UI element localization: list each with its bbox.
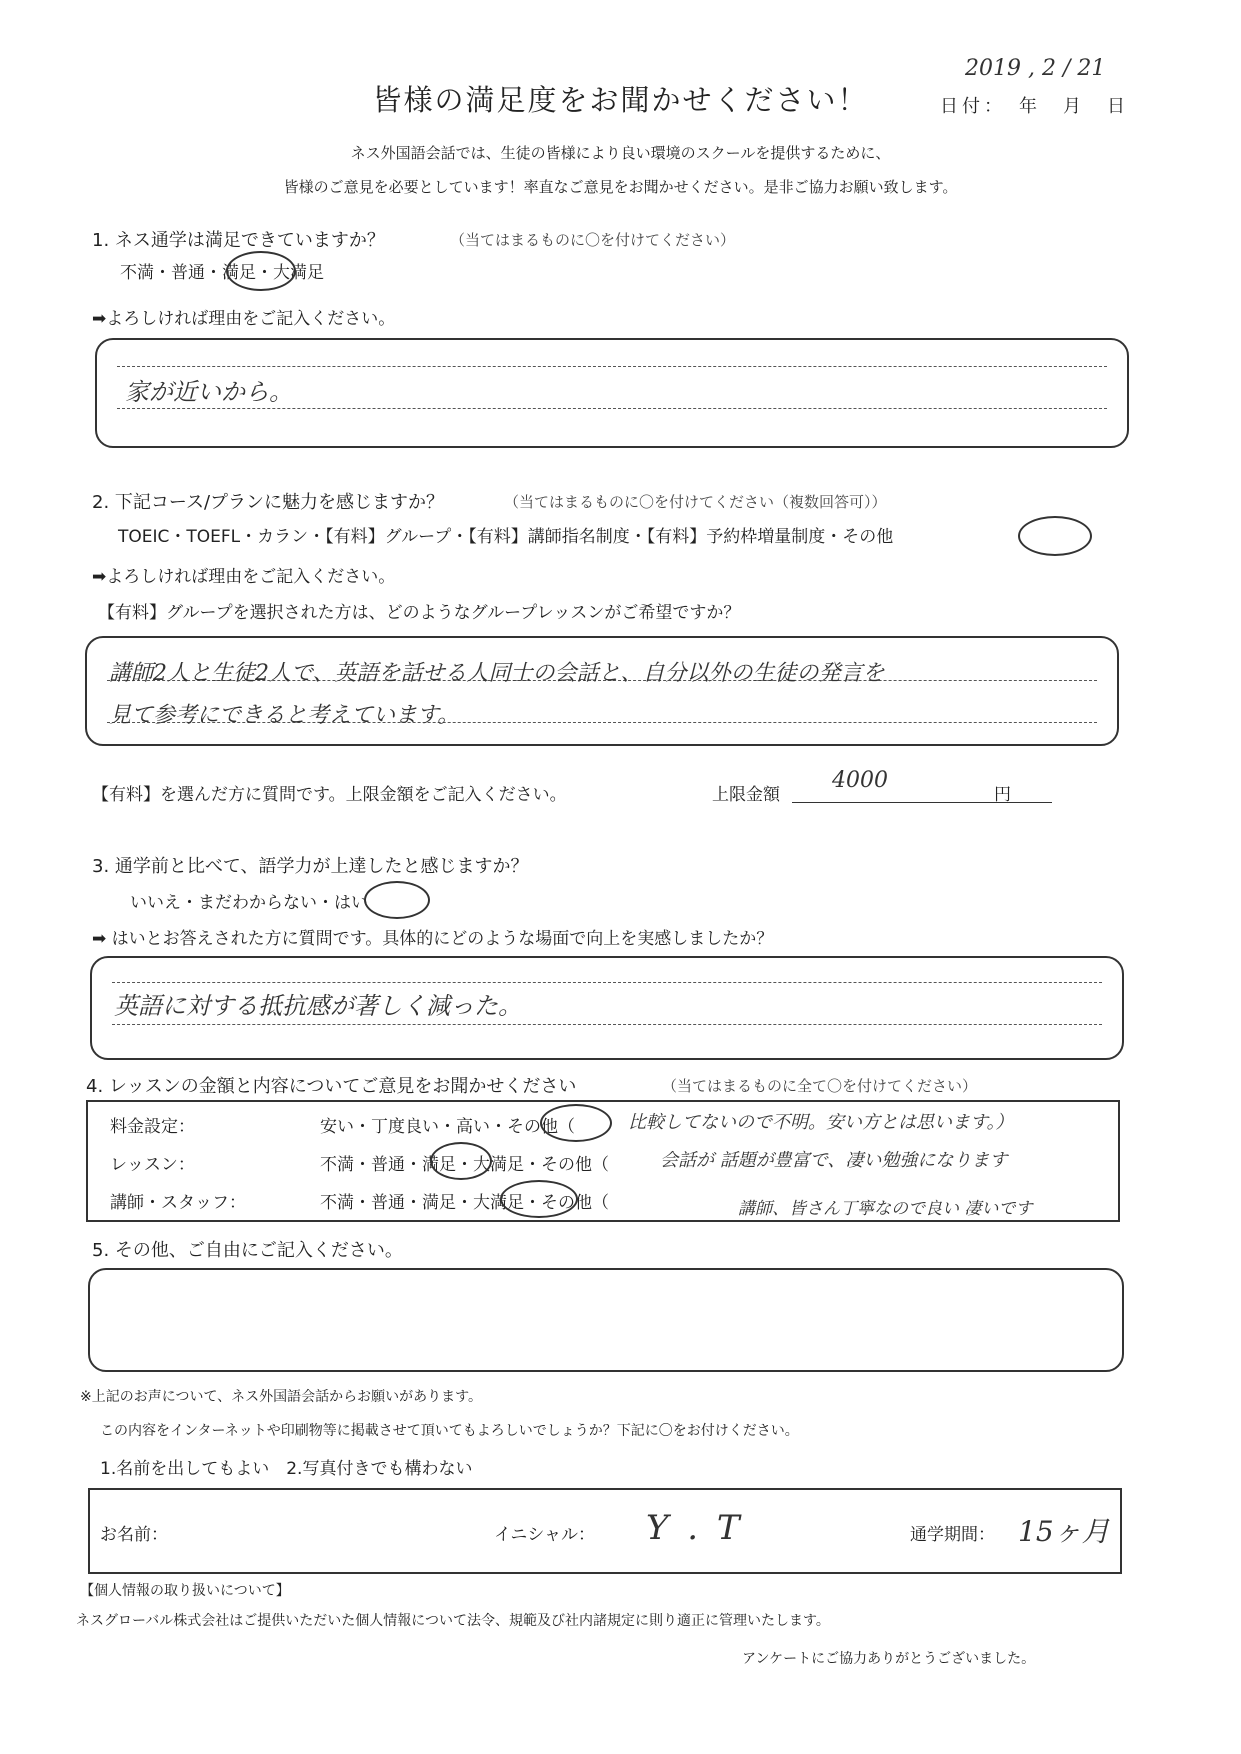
q1-answer: 家が近いから。	[125, 378, 293, 406]
q2-answer-box	[85, 636, 1119, 746]
consent-line-1: ※上記のお声について、ネス外国語会話からお願いがあります。	[80, 1389, 483, 1405]
q4-row-3-label: 講師・スタッフ：	[110, 1193, 246, 1213]
q4-row-3-options: 不満・普通・満足・大満足・その他（	[320, 1193, 609, 1213]
q1-rule-2	[117, 408, 1107, 409]
q4-row-2-options: 不満・普通・満足・大満足・その他（	[320, 1155, 609, 1175]
intro-line-1: ネス外国語会話では、生徒の皆様により良い環境のスクールを提供するために、	[350, 144, 891, 162]
consent-options: 1.名前を出してもよい 2.写真付きでも構わない	[100, 1459, 473, 1479]
q1-rule-1	[117, 366, 1107, 367]
date-label: 日付： 年 月 日	[940, 96, 1129, 117]
q3-answer: 英語に対する抵抗感が著しく減った。	[114, 992, 522, 1020]
thanks-text: アンケートにご協力ありがとうございました。	[742, 1651, 1036, 1667]
q2-price-unit: 円	[994, 785, 1011, 805]
q1-selected-circle	[226, 251, 296, 291]
q4-row-3-comment: 講師、皆さん丁寧なので良い 凄いです	[738, 1199, 1033, 1219]
q2-group-question: 【有料】グループを選択された方は、どのようなグループレッスンがご希望ですか？	[98, 603, 741, 623]
q4-row-2-comment: 会話が 話題が豊富で、凄い勉強になります	[660, 1150, 1008, 1171]
q3-selected-circle	[364, 881, 430, 919]
q2-prompt: ➡よろしければ理由をご記入ください。	[92, 567, 396, 587]
q4-row-1-comment: 比較してないので不明。安い方とは思います。）	[628, 1112, 1014, 1133]
q3-options: いいえ・まだわからない・はい	[130, 893, 368, 913]
q4-row-2-label: レッスン：	[110, 1155, 195, 1175]
q2-note: （当てはまるものに〇を付けてください（複数回答可））	[504, 493, 887, 511]
consent-table	[88, 1488, 1122, 1574]
q4-row-1-selected-circle	[540, 1104, 612, 1142]
q4-row-1-options: 安い・丁度良い・高い・その他（	[320, 1117, 575, 1137]
q4-row-1-label: 料金設定：	[110, 1117, 195, 1137]
q1-note: （当てはまるものに〇を付けてください）	[450, 231, 736, 249]
q2-options: TOEIC・TOEFL・カラン・【有料】グループ・【有料】講師指名制度・【有料】予約枠増量制度・その他	[118, 527, 894, 547]
q3-rule-1	[112, 982, 1102, 983]
q1-prompt: ➡よろしければ理由をご記入ください。	[92, 309, 396, 329]
q3-answer-box	[90, 956, 1124, 1060]
q4-row-2-selected-circle	[430, 1142, 492, 1180]
q2-price-value: 4000	[832, 768, 888, 793]
privacy-text: ネスグローバル株式会社はご提供いただいた個人情報について法令、規範及び社内諸規定に則り適正に管理いたします。	[76, 1613, 830, 1629]
initial-value: Y . T	[646, 1508, 744, 1548]
privacy-title: 【個人情報の取り扱いについて】	[80, 1583, 290, 1599]
consent-line-2: この内容をインターネットや印刷物等に掲載させて頂いてもよろしいでしょうか？下記に〇をお付けください。	[100, 1423, 799, 1439]
date-handwritten: 2019 , 2 / 21	[965, 56, 1106, 81]
q2-price-question: 【有料】を選んだ方に質問です。上限金額をご記入ください。	[92, 785, 567, 805]
intro-line-2: 皆様のご意見を必要としています！率直なご意見をお聞かせください。是非ご協力お願い致します。	[283, 178, 958, 196]
initial-label: イニシャル：	[494, 1525, 595, 1545]
q1-answer-box	[95, 338, 1129, 448]
q1-question: 1. ネス通学は満足できていますか？	[92, 230, 385, 251]
q2-answer-line-2: 見て参考にできると考えています。	[109, 703, 460, 728]
q4-note: （当てはまるものに全て〇を付けてください）	[662, 1077, 978, 1095]
period-label: 通学期間：	[910, 1525, 995, 1545]
q2-price-label: 上限金額	[712, 785, 780, 805]
period-value: 15ヶ月	[1018, 1515, 1110, 1548]
q3-rule-2	[112, 1024, 1102, 1025]
q2-answer-line-1: 講師2人と生徒2人で、英語を話せる人同士の会話と、自分以外の生徒の発言を	[109, 661, 885, 686]
q4-row-3-selected-circle	[500, 1180, 578, 1218]
q2-price-underline	[792, 802, 1052, 803]
q2-question: 2. 下記コース/プランに魅力を感じますか？	[92, 492, 445, 513]
q3-prompt: ➡ はいとお答えされた方に質問です。具体的にどのような場面で向上を実感しましたか？	[92, 929, 774, 949]
q2-selected-circle	[1018, 516, 1092, 556]
q4-question: 4. レッスンの金額と内容についてご意見をお聞かせください	[86, 1076, 577, 1097]
q1-options: 不満・普通・満足・大満足	[120, 263, 324, 283]
q5-answer-box	[88, 1268, 1124, 1372]
page-title: 皆様の満足度をお聞かせください！	[372, 83, 869, 117]
name-label: お名前：	[100, 1525, 168, 1545]
q5-question: 5. その他、ご自由にご記入ください。	[92, 1240, 403, 1261]
q3-question: 3. 通学前と比べて、語学力が上達したと感じますか？	[92, 856, 529, 877]
